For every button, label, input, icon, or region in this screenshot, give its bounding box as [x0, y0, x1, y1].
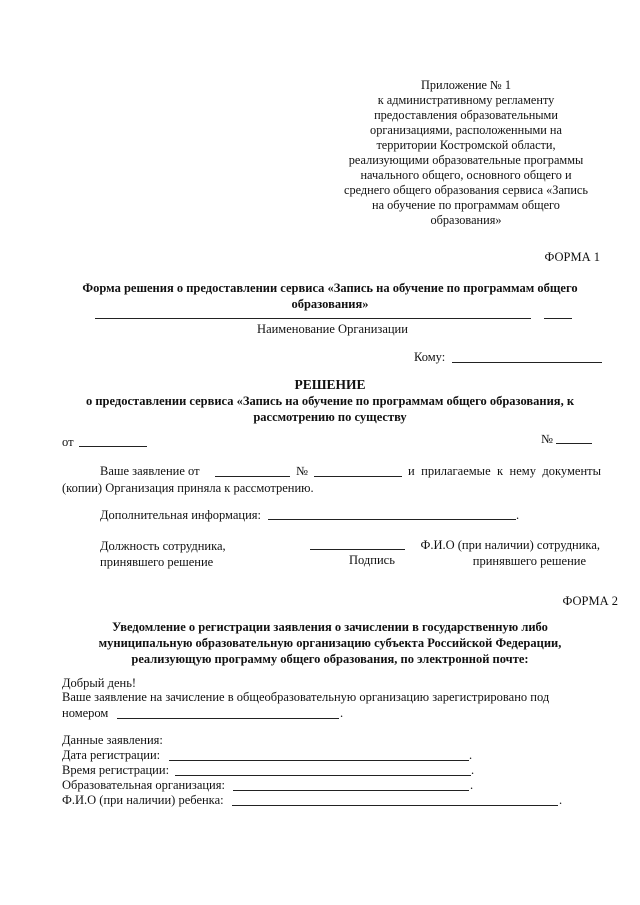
from-date-line [79, 446, 147, 447]
decision-subtitle [40, 393, 620, 425]
reg-date-dot: . [469, 748, 473, 762]
body-p1-start: Ваше заявление от [100, 464, 200, 478]
greeting: Добрый день! [62, 676, 137, 690]
body-p1-tail: и прилагаемые к нему документы [408, 464, 601, 478]
appendix-line: организациями, расположенными на [370, 123, 562, 137]
position-label-line: Должность сотрудника, [100, 539, 226, 553]
application-number-line [314, 476, 402, 477]
appendix-line: Приложение № 1 [420, 78, 512, 92]
reg-date-label: Дата регистрации: [62, 748, 161, 762]
appendix-line: реализующими образовательные программы [348, 153, 584, 167]
number-line [556, 443, 592, 444]
child-fio-label: Ф.И.О (при наличии) ребенка: [62, 793, 224, 807]
registered-number-line [117, 718, 339, 719]
edu-org-line [233, 790, 469, 791]
org-name-line [95, 318, 531, 319]
app-data-label: Данные заявления: [62, 733, 163, 747]
child-fio-line [232, 805, 558, 806]
form2-title-line: муниципальную образовательную организацию субъекта Российской Федерации, [98, 636, 562, 650]
reg-time-dot: . [471, 763, 475, 777]
form2-title [40, 619, 620, 667]
form2-title-line: реализующую программу общего образования, по электронной почте: [131, 652, 529, 666]
decision-subtitle-line: о предоставлении сервиса «Запись на обучение по программам общего образования, к [85, 394, 575, 408]
additional-info-line [268, 519, 516, 520]
edu-org-label: Образовательная организация: [62, 778, 225, 792]
form1-title-line: Форма решения о предоставлении сервиса «Запись на обучение по программам общего [82, 281, 578, 295]
appendix-line: территории Костромской области, [376, 138, 556, 152]
form1-title-line: образования» [291, 297, 369, 311]
appendix-line: к административному регламенту [377, 93, 555, 107]
appendix-line: начального общего, основного общего и [360, 168, 572, 182]
org-caption: Наименование Организации [257, 322, 408, 336]
reg-date-line [169, 760, 469, 761]
decision-heading: РЕШЕНИЕ [294, 377, 366, 392]
application-date-line [215, 476, 290, 477]
additional-info-label: Дополнительная информация: [100, 508, 261, 522]
appendix-header [336, 78, 596, 228]
body-p1-num: № [296, 464, 308, 478]
to-label: Кому: [414, 350, 446, 364]
additional-info-dot: . [516, 508, 520, 522]
form2-label: ФОРМА 2 [562, 594, 618, 608]
signature-label: Подпись [349, 553, 395, 567]
org-name-line-tail [544, 318, 572, 319]
signature-line [310, 549, 405, 550]
registered-line: Ваше заявление на зачисление в общеобразовательную организацию зарегистрировано под [62, 690, 550, 704]
child-fio-dot: . [559, 793, 563, 807]
registered-dot: . [340, 706, 344, 720]
edu-org-dot: . [470, 778, 474, 792]
registered-number-label: номером [62, 706, 109, 720]
form1-title [70, 280, 590, 312]
appendix-line: предоставления образовательными [374, 108, 558, 122]
fio-label-line: принявшего решение [472, 554, 586, 568]
form2-title-line: Уведомление о регистрации заявления о зачислении в государственную либо [112, 620, 548, 634]
number-label: № [541, 432, 553, 446]
appendix-line: образования» [430, 213, 502, 227]
body-p2: (копии) Организация приняла к рассмотрению. [62, 481, 314, 495]
fio-label [412, 537, 600, 569]
decision-subtitle-line: рассмотрению по существу [253, 410, 407, 424]
form1-label: ФОРМА 1 [544, 250, 600, 264]
from-label: от [62, 435, 74, 449]
reg-time-label: Время регистрации: [62, 763, 170, 777]
to-line [452, 362, 602, 363]
reg-time-line [175, 775, 471, 776]
position-label [100, 538, 226, 570]
position-label-line: принявшего решение [100, 555, 214, 569]
appendix-line: среднего общего образования сервиса «Запись [344, 183, 588, 197]
appendix-line: на обучение по программам общего [372, 198, 560, 212]
fio-label-line: Ф.И.О (при наличии) сотрудника, [420, 538, 600, 552]
